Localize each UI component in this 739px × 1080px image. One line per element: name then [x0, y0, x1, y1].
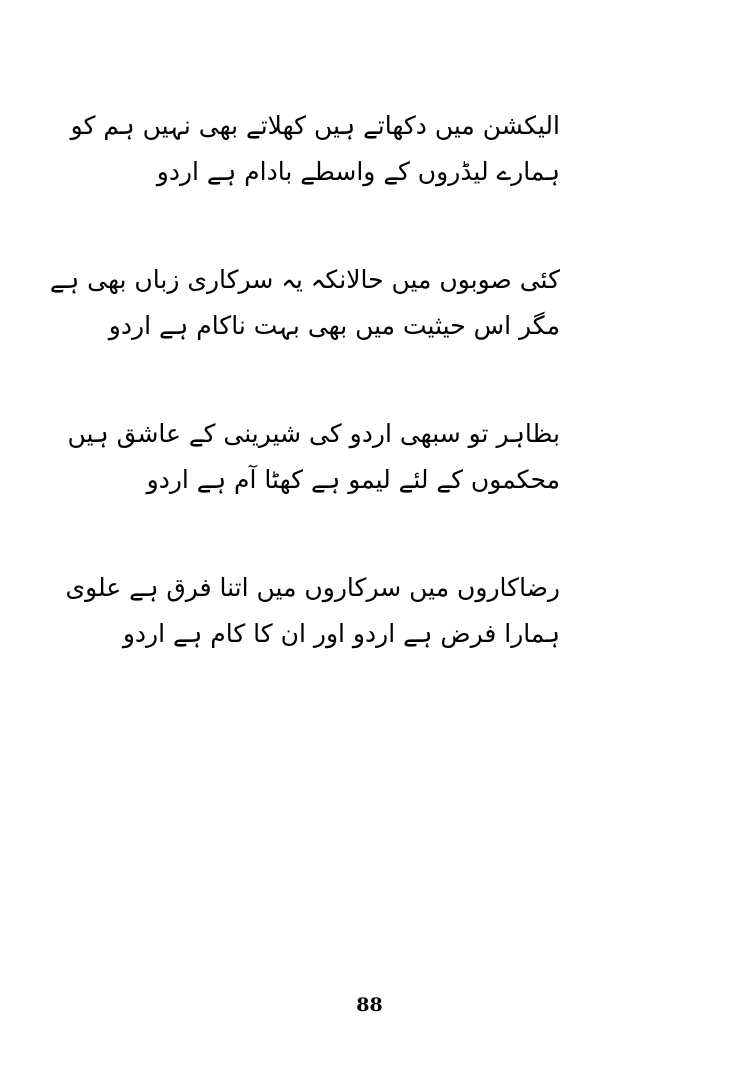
stanza-4 [65, 565, 560, 657]
stanza-2 [49, 257, 560, 349]
verse-line: کئی صوبوں میں حالانکہ یہ سرکاری زباں بھی ہے [49, 265, 560, 294]
verse-line: ہمارے لیڈروں کے واسطے بادام ہے اردو [156, 157, 560, 186]
verse-line: محکموں کے لئے لیمو ہے کھٹا آم ہے اردو [146, 465, 560, 494]
verse-line: الیکشن میں دکھاتے ہیں کھلاتے بھی نہیں ہم کو [70, 111, 560, 140]
stanza-1 [70, 103, 560, 195]
page-number: 88 [356, 994, 383, 1016]
verse-line: رضاکاروں میں سرکاروں میں اتنا فرق ہے علوی [65, 573, 560, 602]
verse-line: ہمارا فرض ہے اردو اور ان کا کام ہے اردو [122, 619, 560, 648]
stanza-3 [67, 411, 560, 503]
verse-line: بظاہر تو سبھی اردو کی شیرینی کے عاشق ہیں [67, 419, 560, 448]
poem [49, 103, 560, 719]
verse-line: مگر اس حیثیت میں بھی بہت ناکام ہے اردو [108, 311, 560, 340]
